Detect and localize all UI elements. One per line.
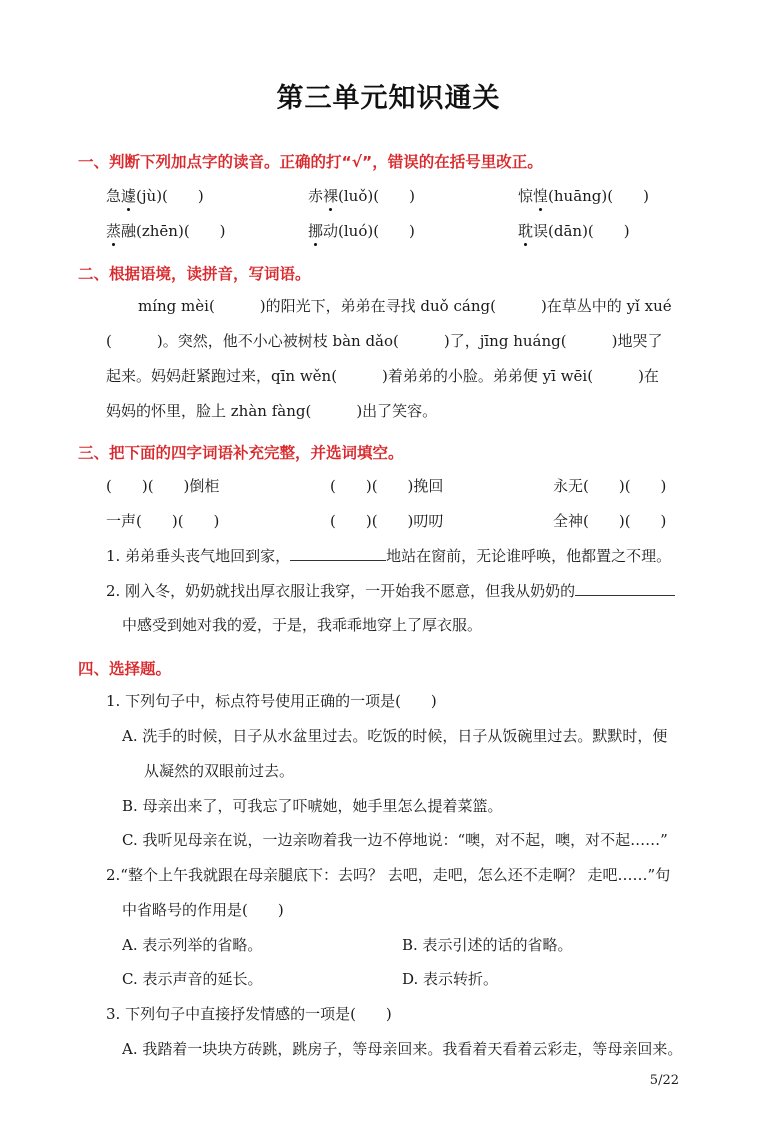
option-c: C. 我听见母亲在说，一边亲吻着我一边不停地说：“噢，对不起，噢，对不起……” [122,831,668,849]
pinyin-item: 挪动(luó)( ) [308,222,415,240]
option-b: B. 母亲出来了，可我忘了吓唬她，她手里怎么提着菜篮。 [122,797,503,815]
idiom-item: ( )( )叨叨 [330,512,444,530]
idiom-item: ( )( )倒柜 [106,477,220,495]
question-stem: 2.“整个上午我就跟在母亲腿底下：去吗？ 去吧，走吧，怎么还不走啊？ 走吧……”句 [106,866,671,884]
question-stem: 1. 下列句子中，标点符号使用正确的一项是( ) [106,692,437,710]
section2-heading: 二、根据语境，读拼音，写词语。 [78,265,311,283]
section4-heading: 四、选择题。 [78,660,172,678]
fill-question-1: 1. 弟弟垂头丧气地回到家， 地站在窗前，无论谁呼唤，他都置之不理。 [106,547,672,565]
answer-blank [575,594,675,596]
fill-question-2: 2. 刚入冬，奶奶就找出厚衣服让我穿，一开始我不愿意，但我从奶奶的 [106,580,675,601]
option-a: A. 表示列举的省略。 [122,936,263,954]
idiom-item: 全神( )( ) [553,512,667,530]
question-stem: 3. 下列句子中直接抒发情感的一项是( ) [106,1005,392,1023]
idiom-item: 永无( )( ) [553,477,667,495]
answer-blank [290,559,386,561]
section1-heading: 一、判断下列加点字的读音。正确的打“√”，错误的在括号里改正。 [78,153,543,171]
option-b: B. 表示引述的话的省略。 [402,936,573,954]
pinyin-item: 急遽(jù)( ) [106,187,204,205]
option-c: C. 表示声音的延长。 [122,970,263,988]
pinyin-item: 惊惶(huāng)( ) [518,187,649,205]
paragraph-line: míng mèi( )的阳光下，弟弟在寻找 duǒ cáng( )在草丛中的 yǐ xué [138,297,672,315]
paragraph-line: ( )。突然，他不小心被树枝 bàn dǎo( )了，jīng huáng( )地哭了 [106,332,663,350]
paragraph-line: 起来。妈妈赶紧跑过来，qīn wěn( )着弟弟的小脸。弟弟便 yī wēi( )在 [106,367,659,385]
fill-question-2-cont: 中感受到她对我的爱，于是，我乖乖地穿上了厚衣服。 [122,616,483,634]
option-a-cont: 从凝然的双眼前过去。 [144,762,295,780]
paragraph-line: 妈妈的怀里，脸上 zhàn fàng( )出了笑容。 [106,402,438,420]
option-d: D. 表示转折。 [402,970,499,988]
option-a: A. 我踏着一块块方砖跳，跳房子，等母亲回来。我看着天看着云彩走，等母亲回来。 [122,1040,683,1058]
page-title: 第三单元知识通关 [276,83,501,114]
option-a: A. 洗手的时候，日子从水盆里过去。吃饭的时候，日子从饭碗里过去。默默时，便 [122,727,668,745]
page-number: 5/22 [649,1073,679,1088]
pinyin-item: 蒸融(zhēn)( ) [106,222,226,240]
idiom-item: ( )( )挽回 [330,477,444,495]
pinyin-item: 耽误(dān)( ) [518,222,630,240]
idiom-item: 一声( )( ) [106,512,220,530]
question-stem-cont: 中省略号的作用是( ) [122,901,284,919]
section3-heading: 三、把下面的四字词语补充完整，并选词填空。 [78,444,404,462]
pinyin-item: 赤裸(luǒ)( ) [308,187,415,205]
